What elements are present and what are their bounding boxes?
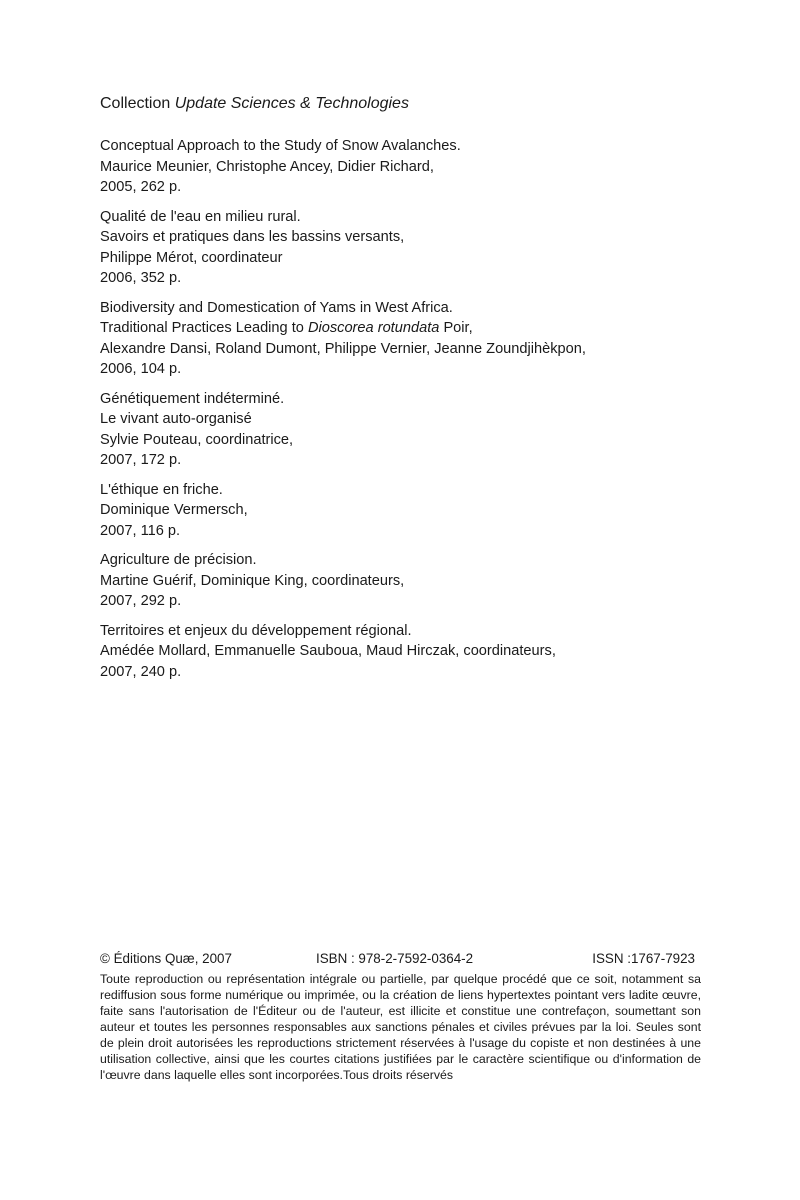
book-line: 2007, 292 p. bbox=[100, 593, 182, 609]
book-line: Savoirs et pratiques dans les bassins versants, bbox=[100, 229, 405, 245]
book-line: 2007, 172 p. bbox=[100, 452, 182, 468]
book-line-text: Traditional Practices Leading to bbox=[100, 320, 308, 336]
book-line: 2007, 240 p. bbox=[100, 663, 182, 680]
book-list bbox=[100, 136, 700, 691]
book-entry bbox=[100, 480, 700, 542]
isbn-number: ISBN : 978-2-7592-0364-2 bbox=[316, 951, 474, 966]
book-entry bbox=[100, 550, 700, 612]
book-line: Conceptual Approach to the Study of Snow Avalanches. bbox=[100, 138, 461, 154]
book-line: 2006, 352 p. bbox=[100, 270, 182, 286]
species-name: Dioscorea rotundata bbox=[307, 320, 440, 336]
book-line-text: Poir, bbox=[439, 320, 473, 336]
copyright-notice: © Éditions Quæ, 2007 bbox=[100, 951, 232, 966]
book-line: Dominique Vermersch, bbox=[100, 502, 248, 518]
book-entry bbox=[100, 136, 700, 198]
book-line bbox=[100, 318, 700, 339]
book-line: Sylvie Pouteau, coordinatrice, bbox=[100, 431, 294, 448]
publication-identifiers bbox=[100, 950, 702, 968]
book-line: Le vivant auto-organisé bbox=[100, 411, 252, 427]
book-line: Qualité de l'eau en milieu rural. bbox=[100, 208, 301, 225]
book-line: Maurice Meunier, Christophe Ancey, Didier Richard, bbox=[100, 158, 434, 175]
book-line: Alexandre Dansi, Roland Dumont, Philippe Vernier, Jeanne Zoundjihèkpon, bbox=[100, 340, 586, 357]
book-line: Martine Guérif, Dominique King, coordinateurs, bbox=[100, 572, 405, 589]
issn-number: ISSN :1767-7923 bbox=[592, 951, 695, 966]
book-line: Génétiquement indéterminé. bbox=[100, 390, 285, 407]
book-entry bbox=[100, 207, 700, 289]
book-entry bbox=[100, 621, 700, 683]
copyright-page bbox=[100, 0, 702, 1200]
collection-series-title: Update Sciences & Technologies bbox=[174, 95, 409, 112]
book-line: 2005, 262 p. bbox=[100, 179, 182, 195]
book-line: 2007, 116 p. bbox=[100, 522, 181, 539]
book-line: 2006, 104 p. bbox=[100, 361, 182, 377]
book-entry bbox=[100, 389, 700, 471]
collection-prefix: Collection bbox=[100, 95, 171, 112]
collection-heading bbox=[100, 94, 409, 114]
book-line: Amédée Mollard, Emmanuelle Sauboua, Maud Hirczak, coordinateurs, bbox=[100, 643, 556, 659]
book-line: Biodiversity and Domestication of Yams in West Africa. bbox=[100, 299, 453, 316]
book-line: Territoires et enjeux du développement régional. bbox=[100, 622, 412, 639]
book-line: Philippe Mérot, coordinateur bbox=[100, 249, 283, 266]
book-line: Agriculture de précision. bbox=[100, 552, 257, 568]
legal-notice bbox=[100, 950, 702, 1083]
rights-statement: Toute reproduction ou représentation intégrale ou partielle, par quelque procédé que ce soit, notamment sa rediffusion sous forme numérique ou imprimée, ou la création de liens hypertextes pointant vers ladite œuvre, faite sans l'autorisation de l'Éditeur ou de l'auteur, est illicite et constitue une contrefaçon, soumettant son auteur et toutes les personnes responsables aux sanctions pénales et civiles prévues par la loi. Seules sont de plein droit autorisées les reproductions strictement réservées à l'usage du copiste et non destinées à une utilisation collective, ainsi que les courtes citations justifiées par le caractère scientifique ou d'information de l'œuvre dans laquelle elles sont incorporées.Tous droits réservés bbox=[100, 972, 701, 1082]
book-line: L'éthique en friche. bbox=[100, 481, 223, 498]
book-entry bbox=[100, 298, 700, 380]
